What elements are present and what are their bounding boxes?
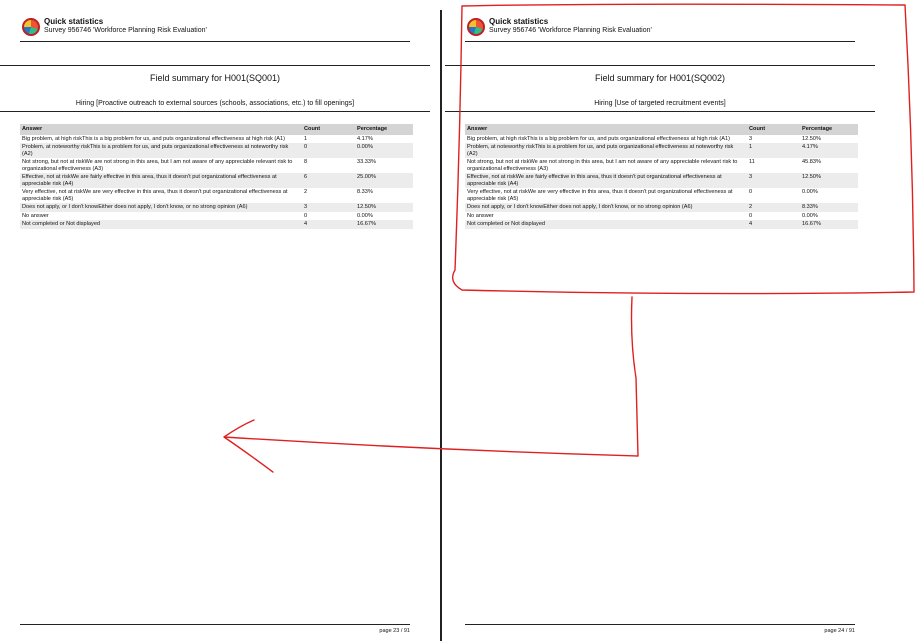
percentage-cell: 45.83% xyxy=(802,159,821,165)
count-cell: 3 xyxy=(302,203,355,212)
column-header-answer: Answer xyxy=(20,124,302,135)
footer-divider xyxy=(20,624,410,625)
answer-cell: Problem, at noteworthy riskThis is a problem for us, and puts organizational effectiveness at noteworthy risk (A2) xyxy=(465,143,747,158)
answer-cell: Does not apply, or I don't knowEither does not apply, I don't know, or no strong opinion (A6) xyxy=(465,203,747,212)
table-row xyxy=(465,143,858,158)
count-cell: 1 xyxy=(304,135,308,142)
divider-line xyxy=(445,111,875,112)
table-row xyxy=(465,203,858,212)
answer-cell: Very effective, not at riskWe are very effective in this area, thus it doesn't put organizational effectiveness at appreciable risk (A5) xyxy=(22,189,288,202)
table-row xyxy=(465,135,858,144)
answer-cell: Not completed or Not displayed xyxy=(465,220,747,229)
table-row xyxy=(20,143,413,158)
table-row xyxy=(20,135,413,144)
table-row xyxy=(20,203,413,212)
count-cell: 2 xyxy=(304,189,308,195)
summary-table xyxy=(20,124,413,229)
answer-cell: No answer xyxy=(467,212,494,219)
percentage-cell: 25.00% xyxy=(355,173,413,188)
percentage-cell: 4.17% xyxy=(357,135,373,142)
question-text: Hiring [Use of targeted recruitment events] xyxy=(594,100,726,107)
count-cell: 3 xyxy=(747,173,800,188)
question-text: Hiring [Proactive outreach to external sources (schools, associations, etc.) to fill openings] xyxy=(75,100,355,107)
count-cell: 0 xyxy=(749,189,753,195)
percentage-cell: 12.50% xyxy=(355,203,413,212)
column-header-percentage: Percentage xyxy=(800,124,858,135)
count-cell: 0 xyxy=(302,143,355,158)
percentage-cell: 0.00% xyxy=(355,143,413,158)
header-title: Quick statistics xyxy=(489,17,549,26)
field-summary-title: Field summary for H001(SQ001) xyxy=(149,73,281,83)
summary-table xyxy=(465,124,858,229)
percentage-cell: 8.33% xyxy=(357,189,373,195)
answer-cell: Not completed or Not displayed xyxy=(20,220,302,229)
answer-cell: No answer xyxy=(22,212,49,219)
column-header-percentage: Percentage xyxy=(355,124,413,135)
percentage-cell: 16.67% xyxy=(800,220,858,229)
table-row xyxy=(465,212,858,221)
survey-logo-icon xyxy=(22,18,40,36)
answer-cell: Big problem, at high riskThis is a big problem for us, and puts organizational effectiveness at high risk (A1) xyxy=(467,135,730,142)
answer-cell: Effective, not at riskWe are fairly effective in this area, thus it doesn't put organizational effectiveness at appreciable risk (A4) xyxy=(20,173,302,188)
table-row xyxy=(20,220,413,229)
table-row xyxy=(20,212,413,221)
percentage-cell: 0.00% xyxy=(802,189,818,195)
percentage-cell: 12.50% xyxy=(800,173,858,188)
answer-cell: Not strong, but not at riskWe are not strong in this area, but I am not aware of any appreciable relevant risk to organizational effectiveness (A3) xyxy=(467,159,738,172)
divider-line xyxy=(445,65,875,66)
answer-cell: Problem, at noteworthy riskThis is a problem for us, and puts organizational effectiveness at noteworthy risk (A2) xyxy=(20,143,302,158)
header-subtitle: Survey 956746 'Workforce Planning Risk Evaluation' xyxy=(44,27,207,34)
percentage-cell: 0.00% xyxy=(357,212,373,219)
count-cell: 3 xyxy=(749,135,753,142)
count-cell: 0 xyxy=(749,212,753,219)
count-cell: 11 xyxy=(749,159,755,165)
divider-line xyxy=(0,65,430,66)
footer-divider xyxy=(465,624,855,625)
page-number: page 23 / 91 xyxy=(379,628,410,634)
table-row xyxy=(465,188,858,203)
percentage-cell: 8.33% xyxy=(800,203,858,212)
field-summary-title: Field summary for H001(SQ002) xyxy=(594,73,726,83)
answer-cell: Not strong, but not at riskWe are not strong in this area, but I am not aware of any appreciable relevant risk to organizational effectiveness (A3) xyxy=(22,159,293,172)
table-header-row xyxy=(20,124,413,135)
table-row xyxy=(20,188,413,203)
count-cell: 4 xyxy=(302,220,355,229)
header-subtitle: Survey 956746 'Workforce Planning Risk Evaluation' xyxy=(489,27,652,34)
table-row xyxy=(465,220,858,229)
column-header-answer: Answer xyxy=(465,124,747,135)
page-number: page 24 / 91 xyxy=(824,628,855,634)
answer-cell: Big problem, at high riskThis is a big problem for us, and puts organizational effectiveness at high risk (A1) xyxy=(22,135,285,142)
column-header-count: Count xyxy=(747,124,800,135)
header-title: Quick statistics xyxy=(44,17,104,26)
page-23 xyxy=(0,0,440,641)
percentage-cell: 16.67% xyxy=(355,220,413,229)
report-header xyxy=(20,14,410,42)
count-cell: 4 xyxy=(747,220,800,229)
divider-line xyxy=(0,111,430,112)
answer-cell: Effective, not at riskWe are fairly effective in this area, thus it doesn't put organizational effectiveness at appreciable risk (A4) xyxy=(465,173,747,188)
answer-cell: Does not apply, or I don't knowEither does not apply, I don't know, or no strong opinion (A6) xyxy=(20,203,302,212)
percentage-cell: 4.17% xyxy=(800,143,858,158)
table-header-row xyxy=(465,124,858,135)
table-row xyxy=(465,158,858,173)
survey-logo-icon xyxy=(467,18,485,36)
count-cell: 8 xyxy=(304,159,308,165)
table-row xyxy=(20,158,413,173)
report-header xyxy=(465,14,855,42)
percentage-cell: 12.50% xyxy=(802,135,821,142)
count-cell: 1 xyxy=(747,143,800,158)
table-row xyxy=(465,173,858,188)
percentage-cell: 33.33% xyxy=(357,159,376,165)
table-row xyxy=(20,173,413,188)
count-cell: 6 xyxy=(302,173,355,188)
page-separator xyxy=(440,10,442,641)
column-header-count: Count xyxy=(302,124,355,135)
answer-cell: Very effective, not at riskWe are very effective in this area, thus it doesn't put organizational effectiveness at appreciable risk (A5) xyxy=(467,189,733,202)
percentage-cell: 0.00% xyxy=(802,212,818,219)
count-cell: 0 xyxy=(304,212,308,219)
page-24 xyxy=(445,0,885,641)
count-cell: 2 xyxy=(747,203,800,212)
